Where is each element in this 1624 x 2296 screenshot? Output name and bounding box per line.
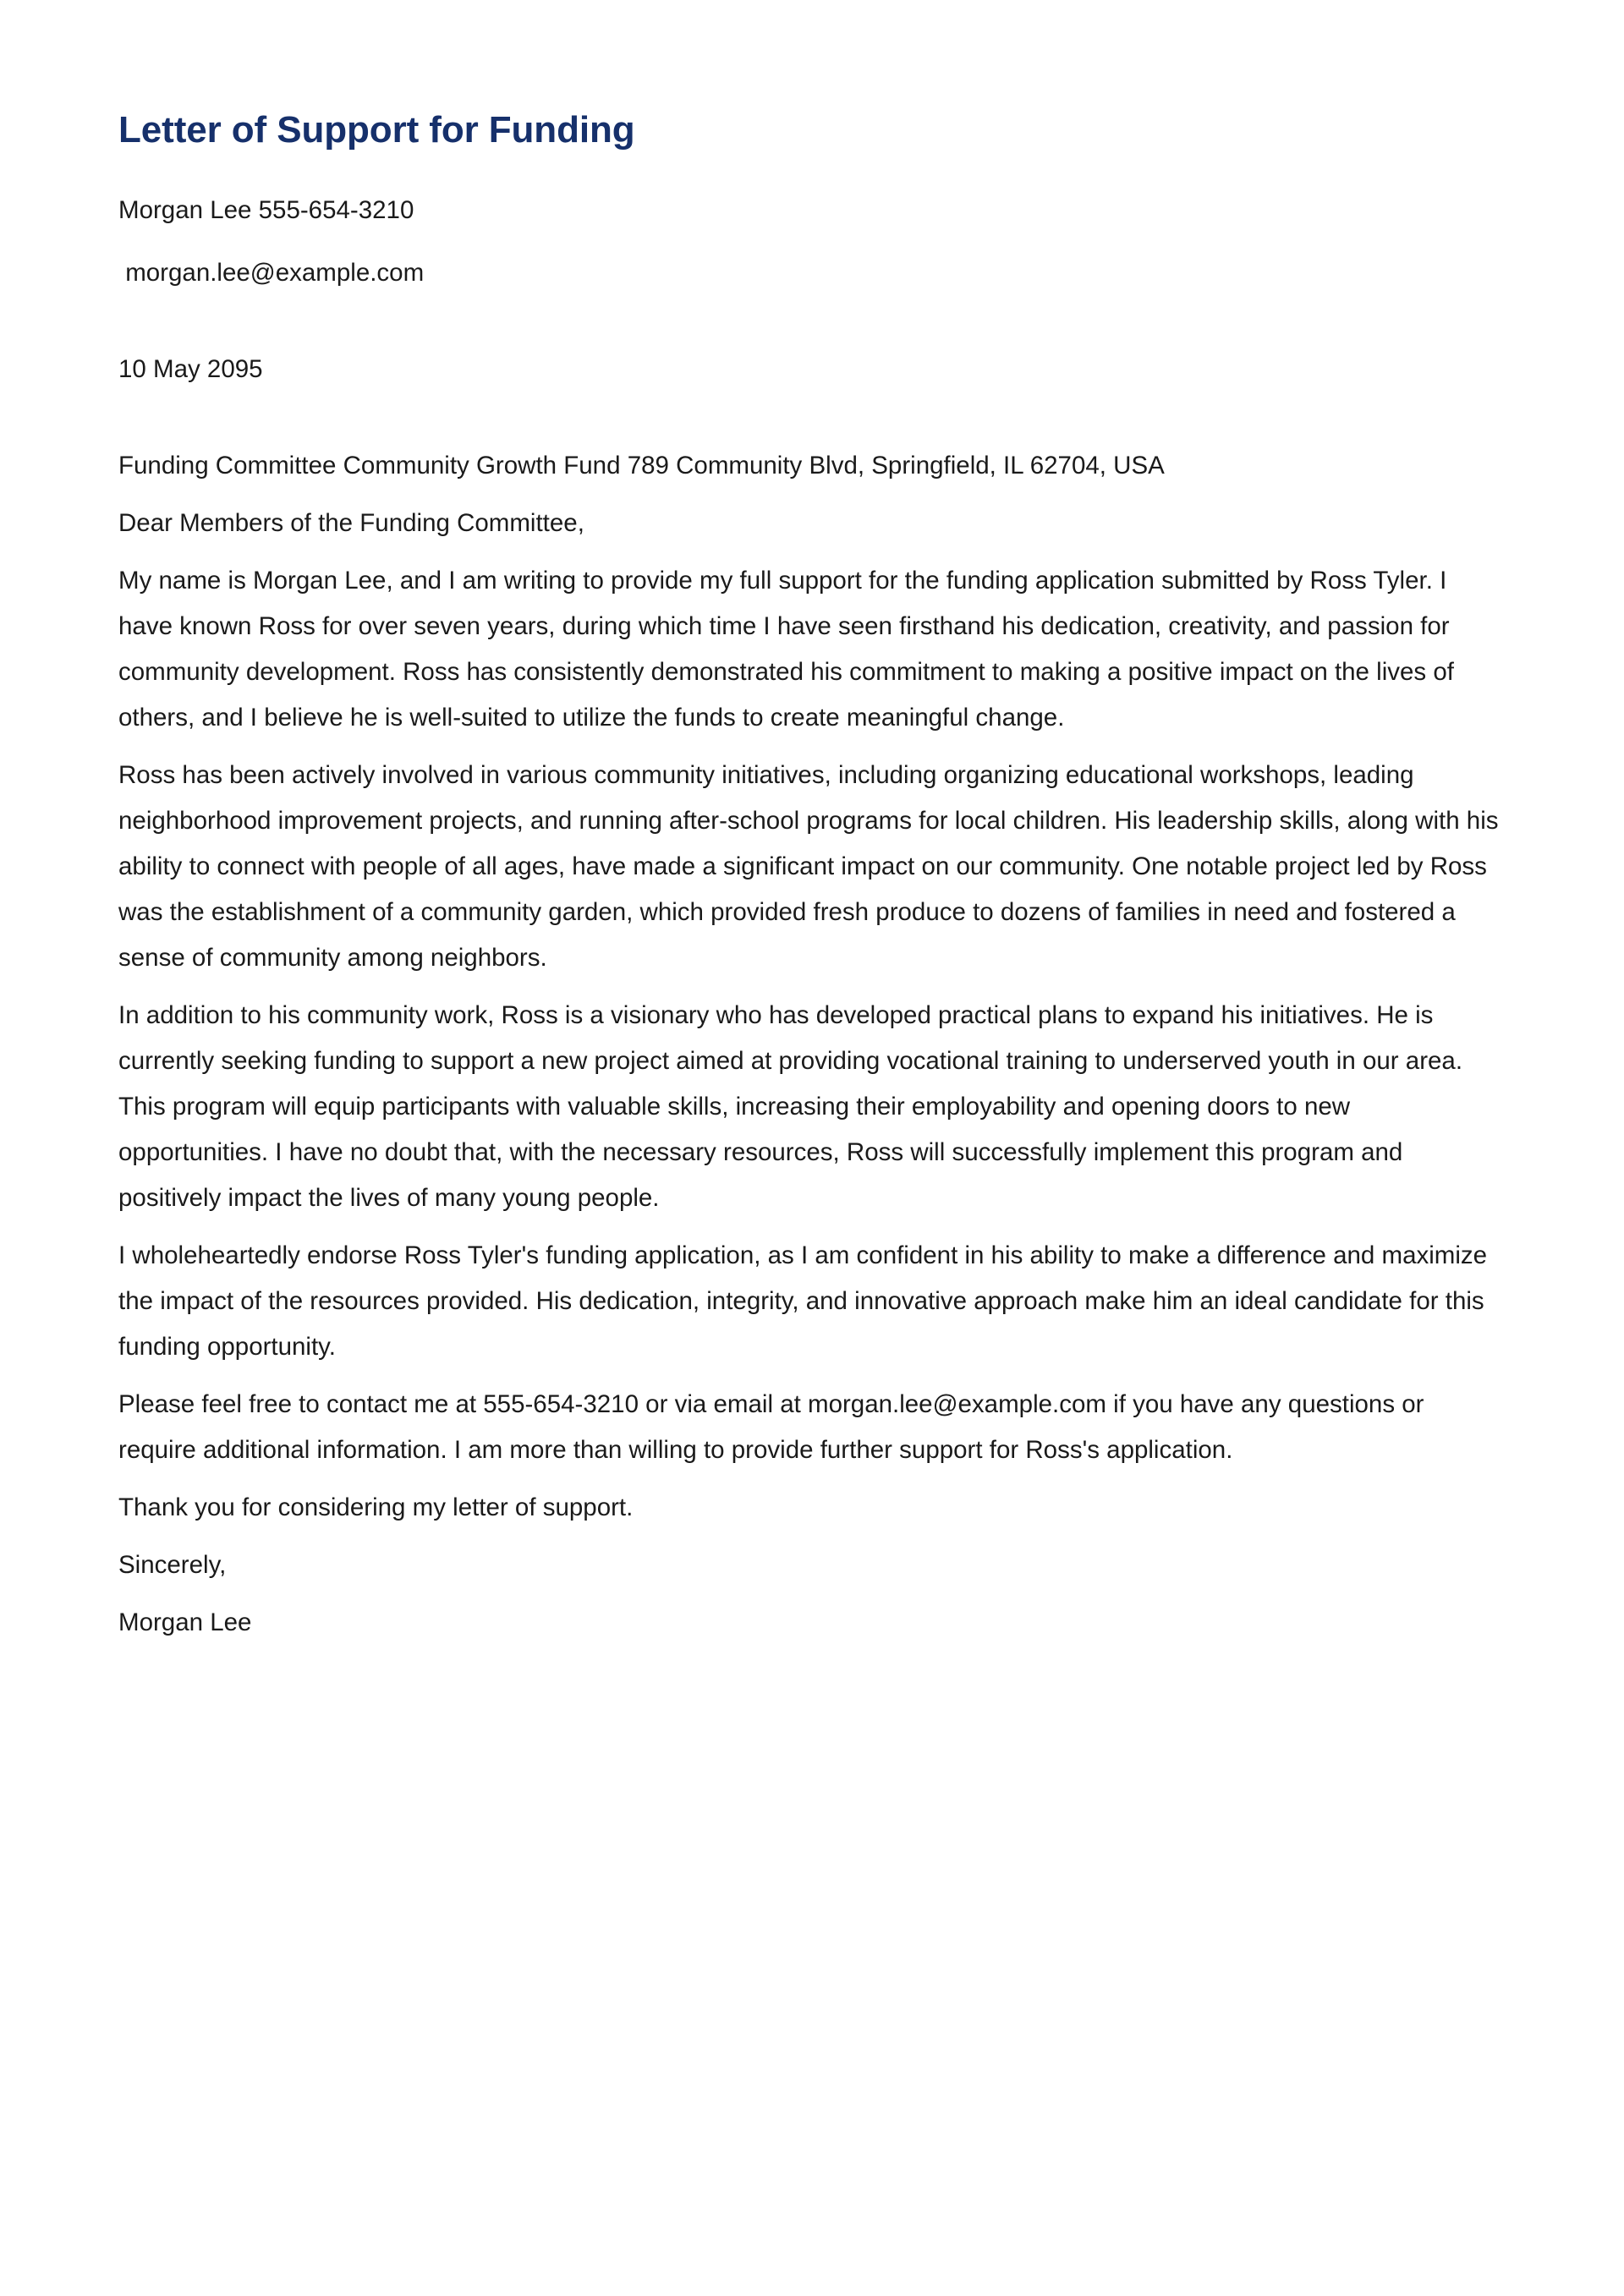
date-block xyxy=(118,347,1501,392)
paragraph-text: Ross has been actively involved in various community initiatives, including organizing educational workshops, leading neighborhood improvement projects, and running after-school programs for local children. His leadership skills, along with his ability to connect with people of all ages, have made a significant impact on our community. One notable project led by Ross was the establishment of a community garden, which provided fresh produce to dozens of families in need and fostered a sense of community among neighbors. xyxy=(118,760,1499,972)
spacer xyxy=(118,233,1501,250)
sender-name-phone: Morgan Lee 555-654-3210 xyxy=(118,195,414,224)
page-title: Letter of Support for Funding xyxy=(118,109,635,151)
salutation: Dear Members of the Funding Committee, xyxy=(118,508,584,537)
spacer xyxy=(118,1531,1497,1543)
spacer xyxy=(118,392,1497,443)
recipient-address: Funding Committee Community Growth Fund 789 Community Blvd, Springfield, IL 62704, USA xyxy=(118,451,1165,479)
closing-block xyxy=(118,1543,1501,1588)
paragraph-text: I wholeheartedly endorse Ross Tyler's funding application, as I am confident in his ability to make a difference and maximize the impact of the resources provided. His dedication, integrity, and innovative approach make him an ideal candidate for this funding opportunity. xyxy=(118,1241,1488,1361)
closing-text: Sincerely, xyxy=(118,1550,227,1579)
body-paragraph-4 xyxy=(118,1233,1501,1370)
recipient-block xyxy=(118,443,1501,489)
spacer xyxy=(118,741,1497,753)
spacer xyxy=(118,546,1497,558)
thanks-text: Thank you for considering my letter of support. xyxy=(118,1493,634,1521)
salutation-block xyxy=(118,501,1501,546)
spacer xyxy=(118,1221,1497,1233)
letter-date: 10 May 2095 xyxy=(118,354,263,383)
spacer xyxy=(118,489,1497,501)
spacer xyxy=(118,981,1497,993)
body-paragraph-3 xyxy=(118,993,1501,1221)
spacer xyxy=(118,1588,1497,1600)
spacer xyxy=(118,1473,1497,1485)
sender-block xyxy=(118,188,1501,296)
body-paragraph-1 xyxy=(118,558,1501,741)
body-paragraph-2 xyxy=(118,753,1501,981)
spacer xyxy=(118,1370,1497,1382)
paragraph-text: My name is Morgan Lee, and I am writing to provide my full support for the funding application submitted by Ross Tyler. I have known Ross for over seven years, during which time I have seen firsthand his dedication, creativity, and passion for community development. Ross has consistently demonstrated his commitment to making a positive impact on the lives of others, and I believe he is well-suited to utilize the funds to create meaningful change. xyxy=(118,566,1454,732)
paragraph-text: Please feel free to contact me at 555-654-3210 or via email at morgan.lee@example.com if you have any questions or require additional information. I am more than willing to provide further support for Ross's application. xyxy=(118,1389,1424,1464)
thanks-block xyxy=(118,1485,1501,1531)
spacer xyxy=(118,296,1497,347)
signature-name: Morgan Lee xyxy=(118,1608,252,1636)
body-paragraph-5 xyxy=(118,1382,1501,1473)
paragraph-text: In addition to his community work, Ross is a visionary who has developed practical plans to expand his initiatives. He is currently seeking funding to support a new project aimed at providing vocational training to underserved youth in our area. This program will equip participants with valuable skills, increasing their employability and opening doors to new opportunities. I have no doubt that, with the necessary resources, Ross will successfully implement this program and positively impact the lives of many young people. xyxy=(118,1000,1463,1212)
sender-email: morgan.lee@example.com xyxy=(118,258,425,287)
signature-block xyxy=(118,1600,1501,1646)
